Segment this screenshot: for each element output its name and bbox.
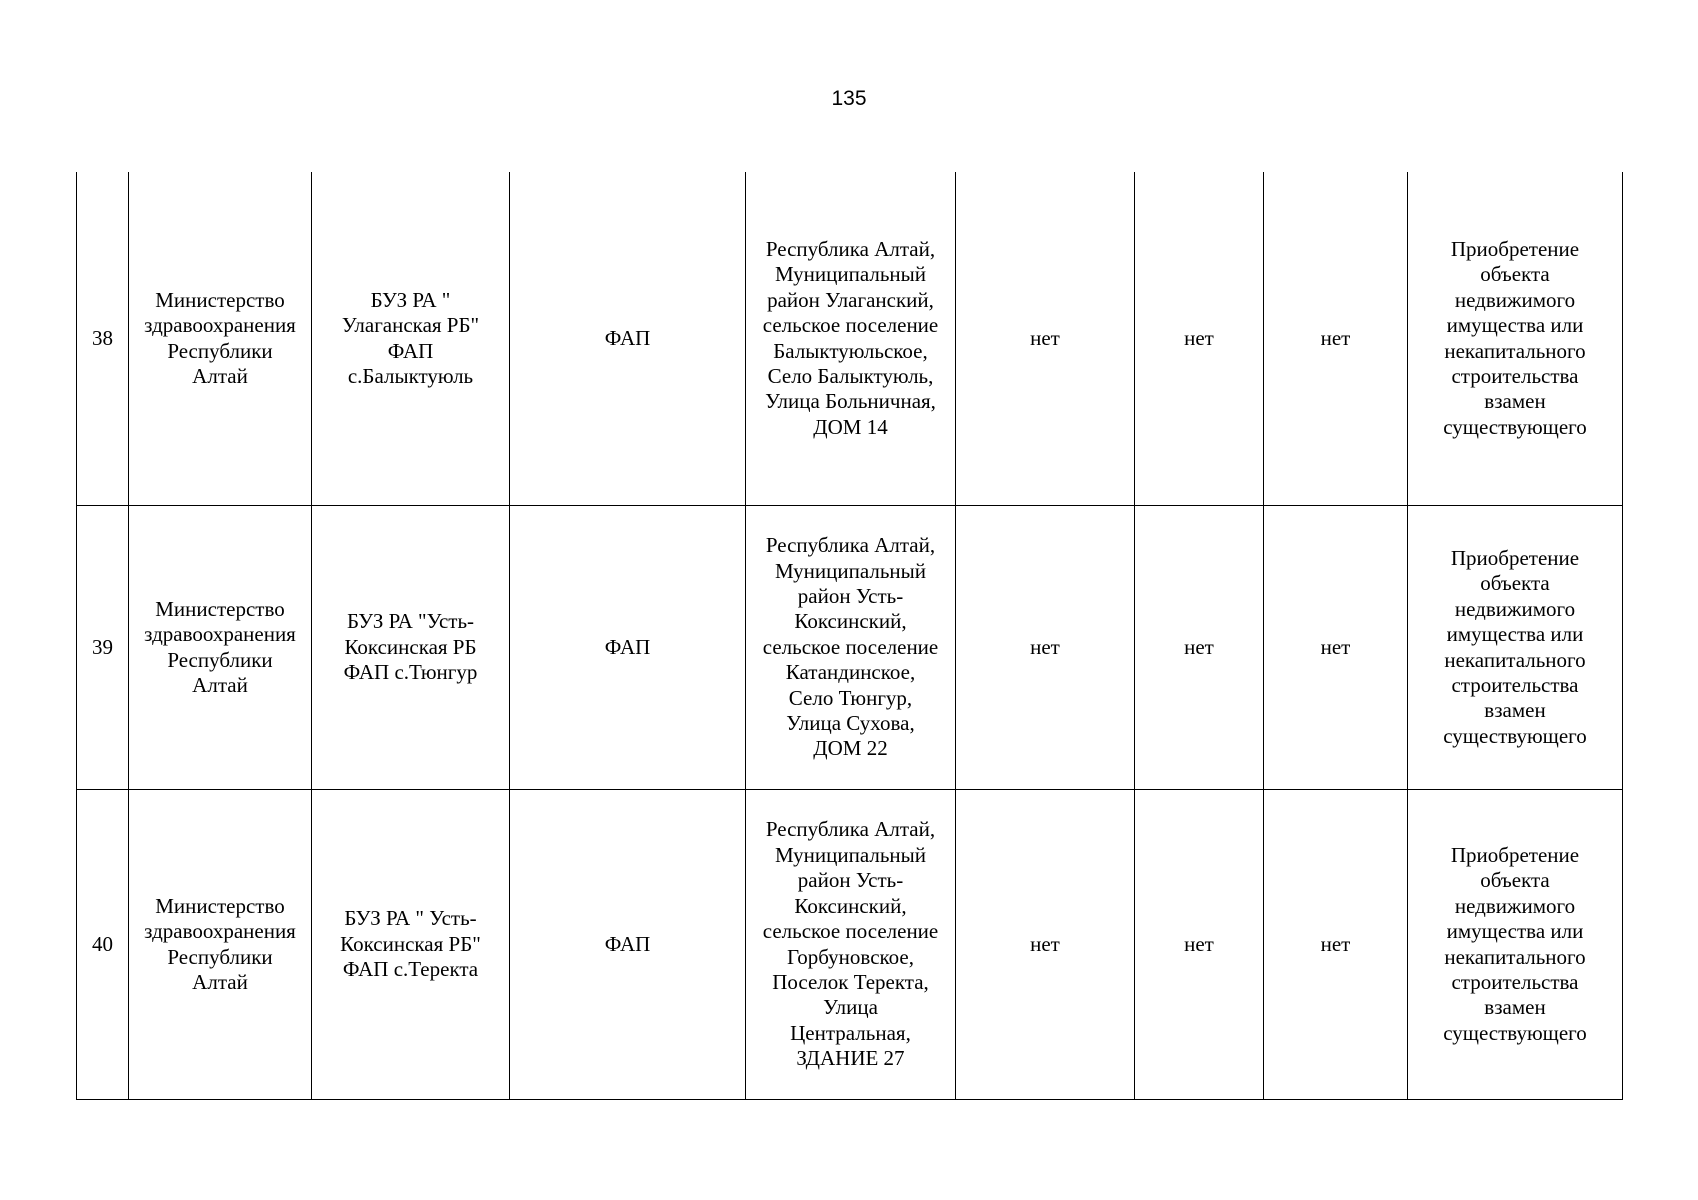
value-cell-8: нет bbox=[1264, 506, 1408, 790]
value-cell-7: нет bbox=[1135, 506, 1264, 790]
table-row bbox=[77, 506, 1623, 790]
facilities-table bbox=[76, 172, 1623, 1100]
action-cell: Приобретение объекта недвижимого имущества или некапитального строительства взамен существующего bbox=[1408, 790, 1623, 1100]
value-cell-6: нет bbox=[956, 790, 1135, 1100]
page-number: 135 bbox=[831, 87, 867, 110]
action-cell: Приобретение объекта недвижимого имущества или некапитального строительства взамен существующего bbox=[1408, 172, 1623, 506]
address-cell: Республика Алтай, Муниципальный район Усть- Коксинский, сельское поселение Горбуновское, Поселок Теректа, Улица Центральная, ЗДАНИЕ 27 bbox=[746, 790, 956, 1100]
value-cell-7: нет bbox=[1135, 790, 1264, 1100]
facility-type-cell: ФАП bbox=[510, 172, 746, 506]
facility-type-cell: ФАП bbox=[510, 506, 746, 790]
row-number-cell: 38 bbox=[77, 172, 129, 506]
value-cell-8: нет bbox=[1264, 172, 1408, 506]
address-cell: Республика Алтай, Муниципальный район Усть- Коксинский, сельское поселение Катандинское, Село Тюнгур, Улица Сухова, ДОМ 22 bbox=[746, 506, 956, 790]
action-cell: Приобретение объекта недвижимого имущества или некапитального строительства взамен существующего bbox=[1408, 506, 1623, 790]
address-cell: Республика Алтай, Муниципальный район Улаганский, сельское поселение Балыктуюльское, Село Балыктуюль, Улица Больничная, ДОМ 14 bbox=[746, 172, 956, 506]
table-row bbox=[77, 172, 1623, 506]
row-number-cell: 39 bbox=[77, 506, 129, 790]
organization-cell: БУЗ РА " Улаганская РБ" ФАП с.Балыктуюль bbox=[312, 172, 510, 506]
value-cell-7: нет bbox=[1135, 172, 1264, 506]
organization-cell: БУЗ РА "Усть- Коксинская РБ ФАП с.Тюнгур bbox=[312, 506, 510, 790]
ministry-cell: Министерство здравоохранения Республики Алтай bbox=[129, 506, 312, 790]
facility-type-cell: ФАП bbox=[510, 790, 746, 1100]
value-cell-8: нет bbox=[1264, 790, 1408, 1100]
organization-cell: БУЗ РА " Усть- Коксинская РБ" ФАП с.Теректа bbox=[312, 790, 510, 1100]
value-cell-6: нет bbox=[956, 506, 1135, 790]
ministry-cell: Министерство здравоохранения Республики Алтай bbox=[129, 172, 312, 506]
ministry-cell: Министерство здравоохранения Республики Алтай bbox=[129, 790, 312, 1100]
value-cell-6: нет bbox=[956, 172, 1135, 506]
table-row bbox=[77, 790, 1623, 1100]
row-number-cell: 40 bbox=[77, 790, 129, 1100]
